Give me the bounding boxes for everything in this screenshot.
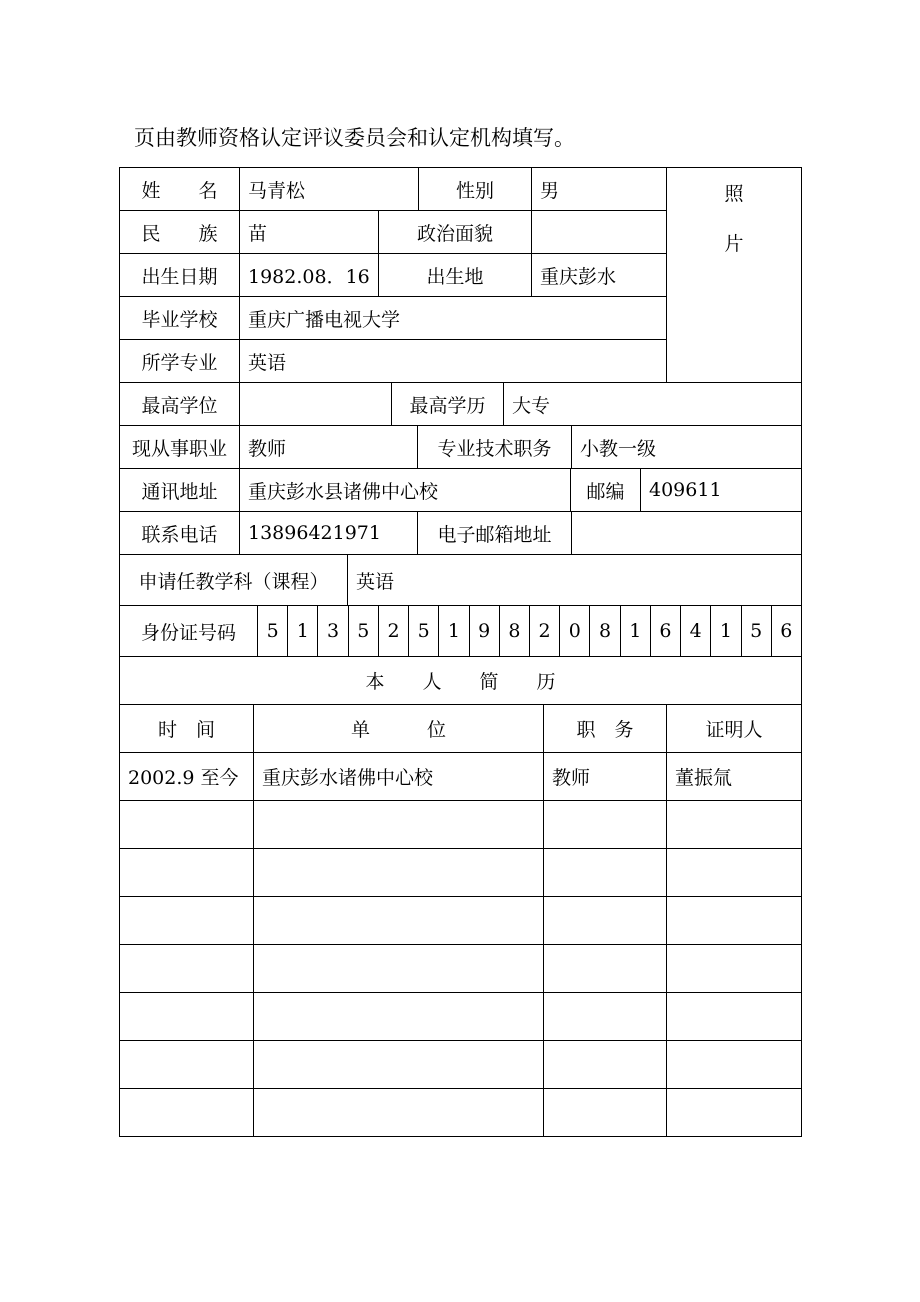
current-job-label: 现从事职业 <box>120 426 240 469</box>
resume-witness <box>667 897 802 945</box>
birthplace-label: 出生地 <box>379 254 532 297</box>
resume-time <box>120 1041 254 1089</box>
id-digit: 2 <box>529 606 559 657</box>
resume-position: 教师 <box>544 753 667 801</box>
id-digit: 5 <box>348 606 378 657</box>
political-status-label: 政治面貌 <box>379 211 532 254</box>
teacher-qualification-form <box>119 167 801 1137</box>
id-digit: 3 <box>318 606 348 657</box>
email-label: 电子邮箱地址 <box>418 512 572 555</box>
id-digit: 4 <box>681 606 711 657</box>
address-label: 通讯地址 <box>120 469 240 512</box>
resume-position <box>544 945 667 993</box>
resume-position <box>544 1089 667 1137</box>
id-digit: 2 <box>378 606 408 657</box>
resume-table <box>119 704 802 1137</box>
id-digit: 1 <box>439 606 469 657</box>
ethnicity-value: 苗 <box>240 211 379 254</box>
birth-date-label: 出生日期 <box>120 254 240 297</box>
name-label: 姓 名 <box>120 168 240 211</box>
personal-info-table <box>119 167 802 383</box>
id-digit: 6 <box>650 606 680 657</box>
postcode-value: 409611 <box>641 469 802 512</box>
resume-unit <box>254 849 544 897</box>
professional-title-label: 专业技术职务 <box>418 426 572 469</box>
id-digit: 1 <box>711 606 741 657</box>
id-number-label: 身份证号码 <box>120 606 258 657</box>
school-value: 重庆广播电视大学 <box>240 297 667 340</box>
resume-time <box>120 945 254 993</box>
phone-value: 13896421971 <box>240 512 418 555</box>
table-row <box>120 849 802 897</box>
resume-title-table <box>119 656 802 705</box>
id-digit: 8 <box>590 606 620 657</box>
resume-time <box>120 1089 254 1137</box>
ethnicity-label: 民 族 <box>120 211 240 254</box>
resume-position <box>544 1041 667 1089</box>
resume-position <box>544 993 667 1041</box>
highest-degree-value <box>240 383 392 426</box>
resume-header-time: 时 间 <box>120 705 254 753</box>
id-digit: 8 <box>499 606 529 657</box>
resume-time: 2002.9 至今 <box>120 753 254 801</box>
resume-header-row <box>120 705 802 753</box>
table-row <box>120 945 802 993</box>
resume-witness <box>667 993 802 1041</box>
resume-position <box>544 801 667 849</box>
phone-label: 联系电话 <box>120 512 240 555</box>
subject-table <box>119 554 802 606</box>
id-digit: 1 <box>288 606 318 657</box>
resume-header-witness: 证明人 <box>667 705 802 753</box>
resume-witness <box>667 1041 802 1089</box>
birth-date-value: 1982.08．16 <box>240 254 379 297</box>
id-digit: 1 <box>620 606 650 657</box>
school-label: 毕业学校 <box>120 297 240 340</box>
degree-table <box>119 382 802 426</box>
table-row <box>120 1089 802 1137</box>
intro-text: 页由教师资格认定评议委员会和认定机构填写。 <box>134 126 575 150</box>
resume-title: 本 人 简 历 <box>120 657 802 705</box>
resume-witness <box>667 1089 802 1137</box>
resume-position <box>544 849 667 897</box>
birthplace-value: 重庆彭水 <box>532 254 667 297</box>
resume-unit <box>254 945 544 993</box>
id-digit: 5 <box>741 606 771 657</box>
subject-value: 英语 <box>348 555 802 606</box>
id-digit: 9 <box>469 606 499 657</box>
highest-degree-label: 最高学位 <box>120 383 240 426</box>
photo-label-2: 片 <box>724 233 744 255</box>
highest-education-value: 大专 <box>504 383 802 426</box>
id-digit: 5 <box>409 606 439 657</box>
resume-unit: 重庆彭水诸佛中心校 <box>254 753 544 801</box>
resume-unit <box>254 993 544 1041</box>
subject-label: 申请任教学科（课程） <box>120 555 348 606</box>
political-status-value <box>532 211 667 254</box>
table-row <box>120 1041 802 1089</box>
address-value: 重庆彭水县诸佛中心校 <box>240 469 571 512</box>
contact-table <box>119 511 802 555</box>
photo-box <box>667 168 802 383</box>
email-value <box>572 512 802 555</box>
resume-header-position: 职 务 <box>544 705 667 753</box>
name-value: 马青松 <box>240 168 419 211</box>
postcode-label: 邮编 <box>571 469 641 512</box>
current-job-value: 教师 <box>240 426 418 469</box>
resume-time <box>120 897 254 945</box>
resume-witness <box>667 945 802 993</box>
gender-value: 男 <box>532 168 667 211</box>
resume-time <box>120 801 254 849</box>
id-digit: 5 <box>258 606 288 657</box>
id-number-table <box>119 605 802 657</box>
major-value: 英语 <box>240 340 667 383</box>
major-label: 所学专业 <box>120 340 240 383</box>
resume-unit <box>254 1041 544 1089</box>
highest-education-label: 最高学历 <box>392 383 504 426</box>
gender-label: 性别 <box>419 168 532 211</box>
photo-label-1: 照 <box>724 183 744 205</box>
resume-unit <box>254 897 544 945</box>
table-row <box>120 993 802 1041</box>
resume-time <box>120 849 254 897</box>
table-row <box>120 753 802 801</box>
resume-time <box>120 993 254 1041</box>
professional-title-value: 小教一级 <box>572 426 802 469</box>
resume-witness: 董振氚 <box>667 753 802 801</box>
resume-witness <box>667 801 802 849</box>
address-table <box>119 468 802 512</box>
table-row <box>120 801 802 849</box>
resume-header-unit: 单 位 <box>254 705 544 753</box>
resume-witness <box>667 849 802 897</box>
table-row <box>120 897 802 945</box>
job-table <box>119 425 802 469</box>
id-digit: 6 <box>771 606 801 657</box>
id-digit: 0 <box>560 606 590 657</box>
resume-unit <box>254 1089 544 1137</box>
resume-position <box>544 897 667 945</box>
resume-unit <box>254 801 544 849</box>
